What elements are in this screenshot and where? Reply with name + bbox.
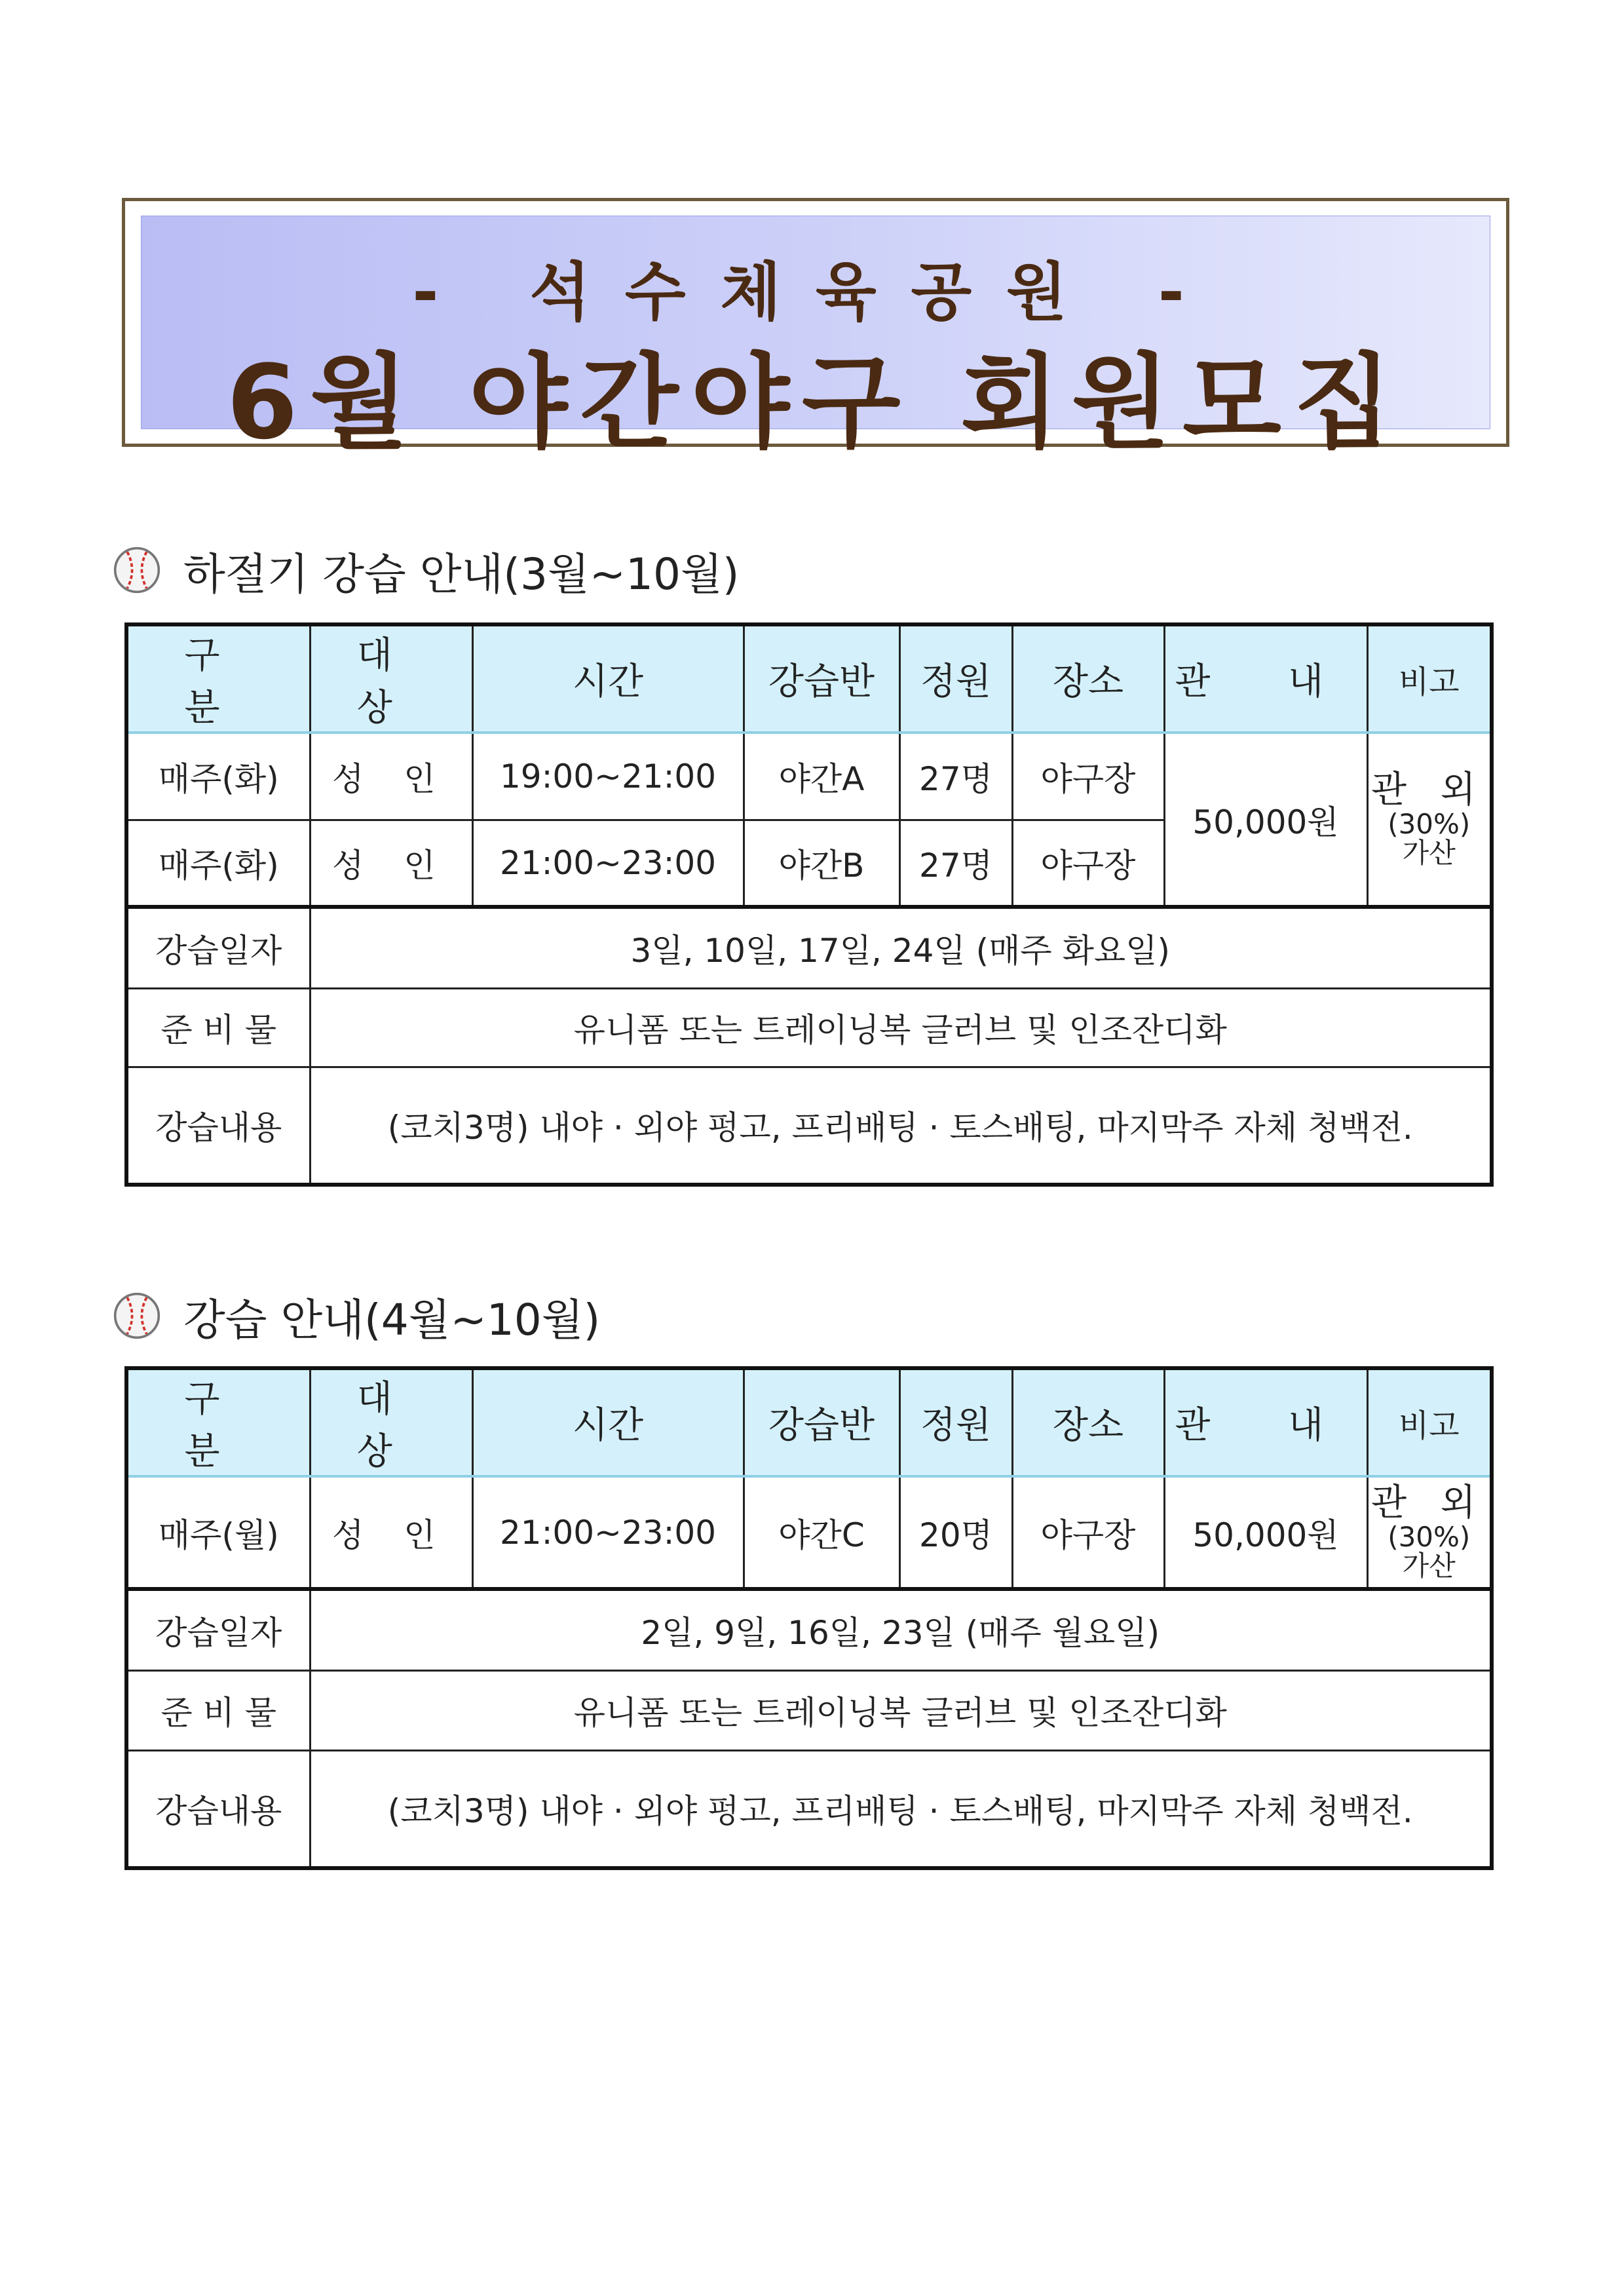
dates-value: 2일, 9일, 16일, 23일 (매주 월요일): [310, 1589, 1492, 1670]
prep-row: [126, 988, 1492, 1067]
row-place: 야구장: [1012, 1476, 1164, 1589]
header-capacity: 정원: [899, 624, 1012, 733]
header-target: 대 상: [310, 624, 472, 733]
title-banner: [122, 198, 1509, 462]
table-row: [126, 733, 1492, 820]
table-header-row: [126, 1368, 1492, 1476]
content-row: [126, 1067, 1492, 1185]
section1-heading: [113, 537, 740, 603]
header-fee: 관 내: [1164, 624, 1367, 733]
dates-value: 3일, 10일, 17일, 24일 (매주 화요일): [310, 907, 1492, 988]
content-value: (코치3명) 내야 · 외야 펑고, 프리배팅 · 토스배팅, 마지막주 자체 청백전.: [310, 1067, 1492, 1185]
content-label: 강습내용: [126, 1750, 310, 1868]
row-class: 야간B: [744, 820, 899, 907]
header-gubun: 구 분: [126, 1368, 310, 1476]
note-surcharge: 가산: [1402, 1549, 1456, 1582]
content-value: (코치3명) 내야 · 외야 펑고, 프리배팅 · 토스배팅, 마지막주 자체 청백전.: [310, 1750, 1492, 1868]
content-label: 강습내용: [126, 1067, 310, 1185]
note-surcharge: 가산: [1402, 836, 1456, 869]
summer-schedule-table: [124, 622, 1494, 1187]
row-gubun: 매주(화): [126, 820, 310, 907]
title-banner-inner: [141, 216, 1490, 462]
fee-cell: 50,000원: [1164, 733, 1367, 907]
section2-title: 강습 안내(4월~10월): [183, 1294, 601, 1345]
prep-value: 유니폼 또는 트레이닝복 글러브 및 인조잔디화: [310, 988, 1492, 1067]
dates-label: 강습일자: [126, 907, 310, 988]
baseball-icon: [113, 546, 161, 594]
row-place: 야구장: [1012, 733, 1164, 820]
spring-schedule-table: [124, 1366, 1494, 1870]
note-outside: 관 외: [1371, 1482, 1487, 1524]
row-time: 19:00~21:00: [472, 733, 744, 820]
note-outside: 관 외: [1371, 769, 1487, 811]
park-name: - 석수체육공원 -: [412, 256, 1219, 329]
section1-title: 하절기 강습 안내(3월~10월): [183, 548, 740, 600]
row-time: 21:00~23:00: [472, 820, 744, 907]
row-target: 성 인: [310, 733, 472, 820]
prep-label: 준 비 물: [126, 988, 310, 1067]
row-gubun: 매주(월): [126, 1476, 310, 1589]
dates-label: 강습일자: [126, 1589, 310, 1670]
header-class: 강습반: [744, 1368, 899, 1476]
row-target: 성 인: [310, 820, 472, 907]
header-class: 강습반: [744, 624, 899, 733]
table-header-row: [126, 624, 1492, 733]
header-fee: 관 내: [1164, 1368, 1367, 1476]
row-time: 21:00~23:00: [472, 1476, 744, 1589]
page-title: 6월 야간야구 회원모집: [226, 343, 1405, 462]
note-percent: (30%): [1388, 1520, 1471, 1553]
prep-value: 유니폼 또는 트레이닝복 글러브 및 인조잔디화: [310, 1670, 1492, 1750]
row-gubun: 매주(화): [126, 733, 310, 820]
header-target: 대 상: [310, 1368, 472, 1476]
dates-row: [126, 907, 1492, 988]
row-class: 야간C: [744, 1476, 899, 1589]
header-note: 비고: [1367, 1368, 1492, 1476]
header-note: 비고: [1367, 624, 1492, 733]
header-place: 장소: [1012, 624, 1164, 733]
fee-cell: 50,000원: [1164, 1476, 1367, 1589]
prep-row: [126, 1670, 1492, 1750]
header-time: 시간: [472, 624, 744, 733]
dates-row: [126, 1589, 1492, 1670]
header-place: 장소: [1012, 1368, 1164, 1476]
row-capacity: 20명: [899, 1476, 1012, 1589]
header-time: 시간: [472, 1368, 744, 1476]
table-row: [126, 1476, 1492, 1589]
section2-heading: [113, 1283, 600, 1349]
content-row: [126, 1750, 1492, 1868]
note-cell: [1367, 1476, 1492, 1589]
row-place: 야구장: [1012, 820, 1164, 907]
row-class: 야간A: [744, 733, 899, 820]
note-cell: [1367, 733, 1492, 907]
row-capacity: 27명: [899, 733, 1012, 820]
header-gubun: 구 분: [126, 624, 310, 733]
row-target: 성 인: [310, 1476, 472, 1589]
row-capacity: 27명: [899, 820, 1012, 907]
header-capacity: 정원: [899, 1368, 1012, 1476]
note-percent: (30%): [1388, 807, 1471, 840]
baseball-icon: [113, 1292, 161, 1340]
prep-label: 준 비 물: [126, 1670, 310, 1750]
